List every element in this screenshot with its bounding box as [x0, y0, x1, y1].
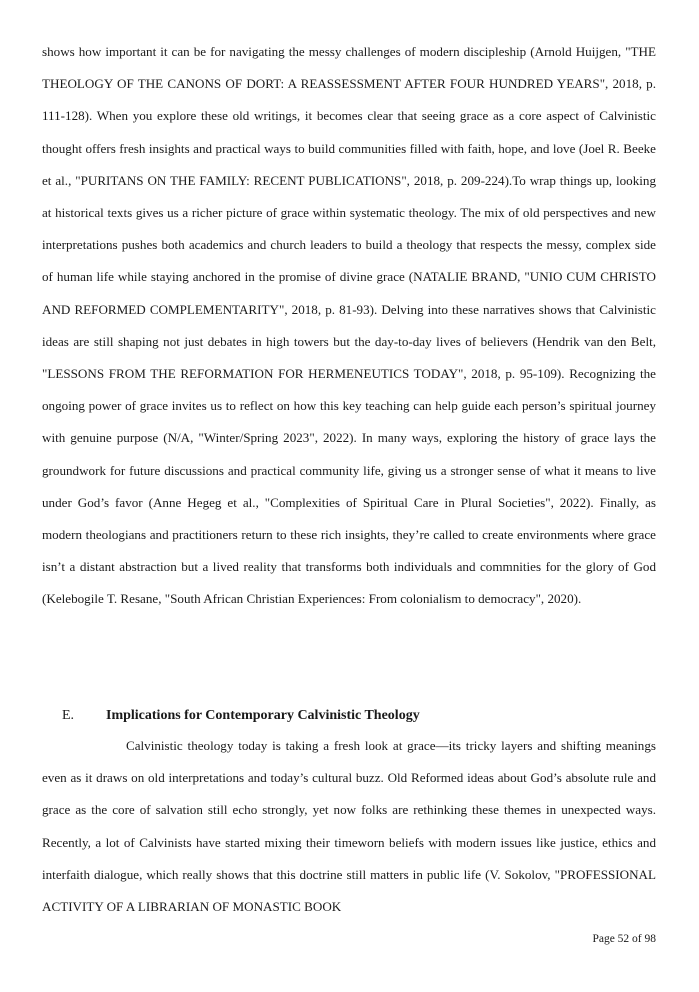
page-number: Page 52 of 98 [592, 933, 656, 945]
body-paragraph: Calvinistic theology today is taking a fresh look at grace—its tricky layers and shifting meanings even as it draws on old interpretations and today’s cultural buzz. Old Reformed ideas about God’s absolute rule and grace as the core of salvation still echo strongly, yet now folks are rethinking these themes in unexpected ways. Recently, a lot of Calvinists have started mixing their timeworn beliefs with modern issues like justice, ethics and interfaith dialogue, which really shows that this doctrine still matters in public life (V. Sokolov, "PROFESSIONAL ACTIVITY OF A LIBRARIAN OF MONASTIC BOOK [42, 738, 656, 915]
body-paragraph: shows how important it can be for navigating the messy challenges of modern discipleship (Arnold Huijgen, "THE THEOLOGY OF THE CANONS OF DORT: A REASSESSMENT AFTER FOUR HUNDRED YEARS", 2018, p. 111-128). When you explore these old writings, it becomes clear that seeing grace as a core aspect of Calvinistic thought offers fresh insights and practical ways to build communities filled with faith, hope, and love (Joel R. Beeke et al., "PURITANS ON THE FAMILY: RECENT PUBLICATIONS", 2018, p. 209-224).To wrap things up, looking at historical texts gives us a richer picture of grace within systematic theology. The mix of old perspectives and new interpretations pushes both academics and church leaders to build a theology that respects the messy, complex side of human life while staying anchored in the promise of divine grace (NATALIE BRAND, "UNIO CUM CHRISTO AND REFORMED COMPLEMENTARITY", 2018, p. 81-93). Delving into these narratives shows that Calvinistic ideas are still shaping not just debates in high towers but the day-to-day lives of believers (Hendrik van den Belt, "LESSONS FROM THE REFORMATION FOR HERMENEUTICS TODAY", 2018, p. 95-109). Recognizing the ongoing power of grace invites us to reflect on how this key teaching can help guide each person’s spiritual journey with genuine purpose (N/A, "Winter/Spring 2023", 2022). In many ways, exploring the history of grace lays the groundwork for future discussions and practical community life, giving us a stronger sense of what it means to live under God’s favor (Anne Hegeg et al., "Complexities of Spiritual Care in Plural Societies", 2022). Finally, as modern theologians and practitioners return to these rich insights, they’re called to create environments where grace isn’t a distant abstraction but a lived reality that transforms both individuals and commnities for the glory of God (Kelebogile T. Resane, "South African Christian Experiences: From colonialism to democracy", 2020). [42, 44, 656, 607]
section-title: Implications for Contemporary Calvinistic Theology [106, 708, 420, 723]
section-number: E. [62, 708, 75, 723]
section-heading [62, 708, 420, 724]
